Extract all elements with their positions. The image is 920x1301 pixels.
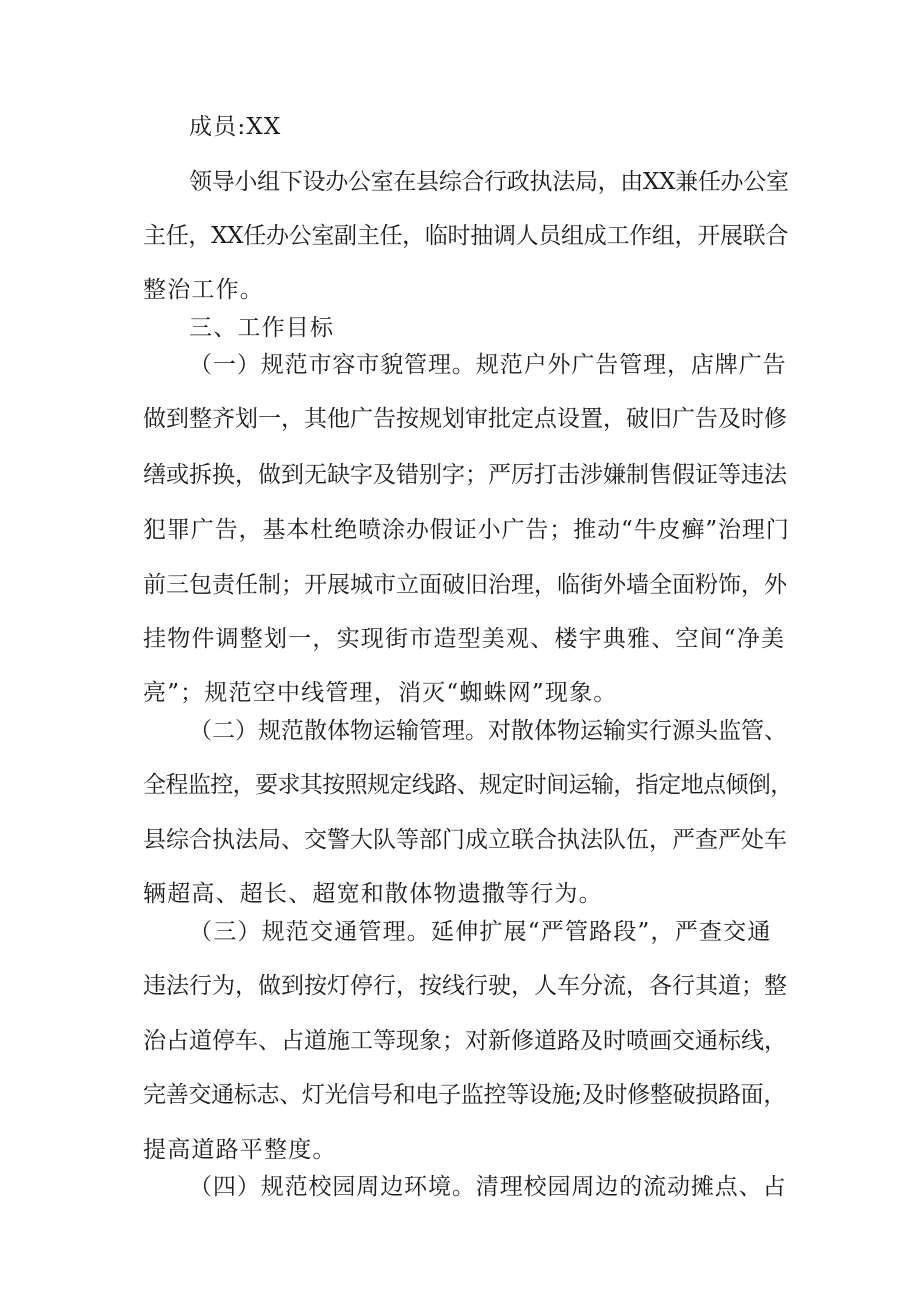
text-line: 全程监控，要求其按照规定线路、规定时间运输，指定地点倾倒，: [143, 772, 793, 798]
text-line: 辆超高、超长、超宽和散体物遗撒等行为。: [143, 881, 603, 907]
text-line: 前三包责任制；开展城市立面破旧治理，临街外墙全面粉饰，外: [143, 572, 787, 598]
text-line: 领导小组下设办公室在县综合行政执法局，由XX兼任办公室: [189, 169, 789, 195]
text-line: 成员:XX: [189, 114, 282, 140]
text-line: 亮”；规范空中线管理，消灭“蜘蛛网”现象。: [143, 680, 618, 706]
text-line: 犯罪广告，基本杜绝喷涂办假证小广告；推动“牛皮癣”治理门: [143, 517, 790, 543]
text-line: 县综合执法局、交警大队等部门成立联合执法队伍，严查严处车: [143, 827, 787, 853]
text-line: 缮或拆换，做到无缺字及错别字；严厉打击涉嫌制售假证等违法: [143, 462, 787, 488]
text-line: （二）规范散体物运输管理。对散体物运输实行源头监管、: [189, 718, 787, 744]
text-line: （一）规范市容市貌管理。规范户外广告管理，店牌广告: [189, 352, 787, 378]
text-line: （四）规范校园周边环境。清理校园周边的流动摊点、占: [189, 1174, 787, 1200]
text-line: （三）规范交通管理。延伸扩展“严管路段”，严查交通: [189, 919, 772, 945]
text-line: 主任，XX任办公室副主任，临时抽调人员组成工作组，开展联合: [143, 223, 789, 249]
text-line: 做到整齐划一，其他广告按规划审批定点设置，破旧广告及时修: [143, 406, 787, 432]
text-line: 提高道路平整度。: [143, 1137, 337, 1163]
text-line: 完善交通标志、灯光信号和电子监控等设施;及时修整破损路面，: [143, 1082, 787, 1108]
text-line: 违法行为，做到按灯停行，按线行驶，人车分流，各行其道；整: [143, 973, 787, 999]
text-line: 整治工作。: [143, 277, 264, 303]
text-line: 治占道停车、占道施工等现象；对新修道路及时喷画交通标线，: [143, 1028, 787, 1054]
text-line: 挂物件调整划一，实现街市造型美观、楼宇典雅、空间“净美: [143, 626, 786, 652]
text-line: 三、工作目标: [189, 315, 335, 341]
